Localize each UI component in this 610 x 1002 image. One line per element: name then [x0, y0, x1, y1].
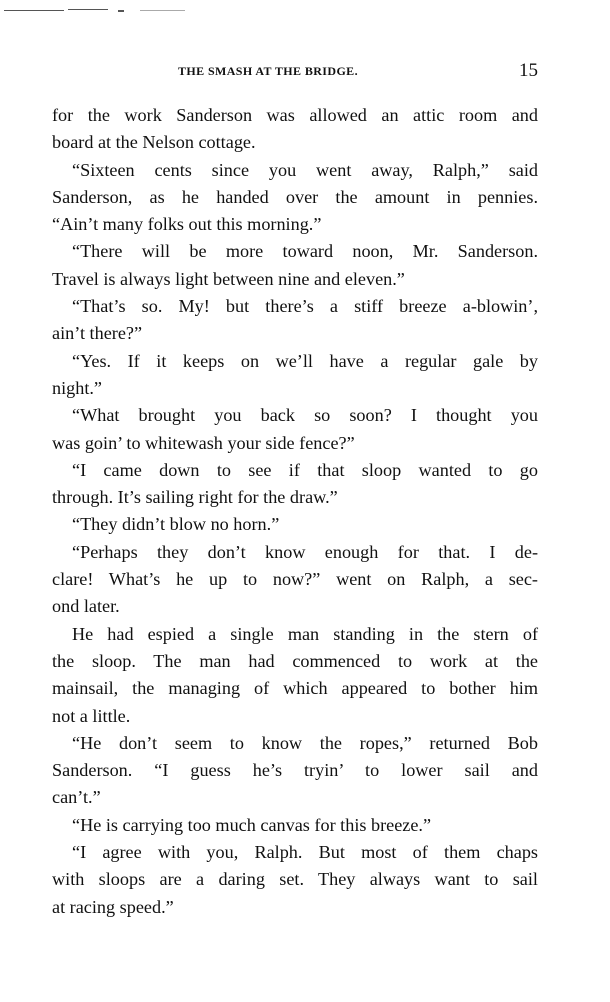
text-line: “They didn’t blow no horn.” [72, 514, 280, 535]
scan-artifact [4, 10, 64, 11]
text-line: “Perhaps they don’t know enough for that. I de- [72, 541, 538, 562]
text-line: was goin’ to whitewash your side fence?” [52, 432, 355, 453]
text-line: “He don’t seem to know the ropes,” returned Bob [72, 732, 538, 753]
text-line: Sanderson, as he handed over the amount in pennies. [52, 186, 538, 207]
scan-artifact [68, 9, 108, 10]
text-line: night.” [52, 377, 103, 398]
page-header [52, 62, 538, 84]
text-line: “Ain’t many folks out this morning.” [52, 214, 322, 235]
text-line: for the work Sanderson was allowed an attic room and [52, 105, 538, 125]
text-line: “Sixteen cents since you went away, Ralph,” said [72, 159, 538, 180]
text-line: “Yes. If it keeps on we’ll have a regular gale by [72, 350, 538, 371]
scan-artifact [140, 10, 185, 11]
scan-artifact [118, 10, 124, 12]
text-line: Sanderson. “I guess he’s tryin’ to lower sail and [52, 760, 538, 781]
text-line: “He is carrying too much canvas for this breeze.” [72, 814, 432, 835]
body-text [52, 102, 538, 921]
text-line: “What brought you back so soon? I thought you [72, 405, 538, 426]
text-line: can’t.” [52, 787, 101, 808]
text-line: “I came down to see if that sloop wanted to go [72, 459, 538, 480]
text-line: the sloop. The man had commenced to work at the [52, 650, 538, 671]
text-line: clare! What’s he up to now?” went on Ralph, a sec- [52, 569, 538, 590]
text-line: through. It’s sailing right for the draw.” [52, 487, 338, 508]
text-line: not a little. [52, 705, 131, 726]
running-head: THE SMASH AT THE BRIDGE. [178, 64, 358, 78]
text-line: “That’s so. My! but there’s a stiff breeze a-blowin’, [72, 296, 538, 317]
text-line: mainsail, the managing of which appeared to bother him [52, 678, 538, 699]
text-line: at racing speed.” [52, 896, 174, 917]
text-line: ain’t there?” [52, 323, 143, 344]
text-line: with sloops are a daring set. They always want to sail [52, 869, 538, 890]
text-line: He had espied a single man standing in the stern of [72, 623, 538, 644]
text-line: “There will be more toward noon, Mr. Sanderson. [72, 241, 538, 262]
text-line: “I agree with you, Ralph. But most of them chaps [72, 842, 538, 863]
page-number: 15 [519, 60, 538, 81]
text-line: board at the Nelson cottage. [52, 132, 256, 153]
text-line: Travel is always light between nine and eleven.” [52, 268, 405, 289]
text-line: ond later. [52, 596, 120, 617]
